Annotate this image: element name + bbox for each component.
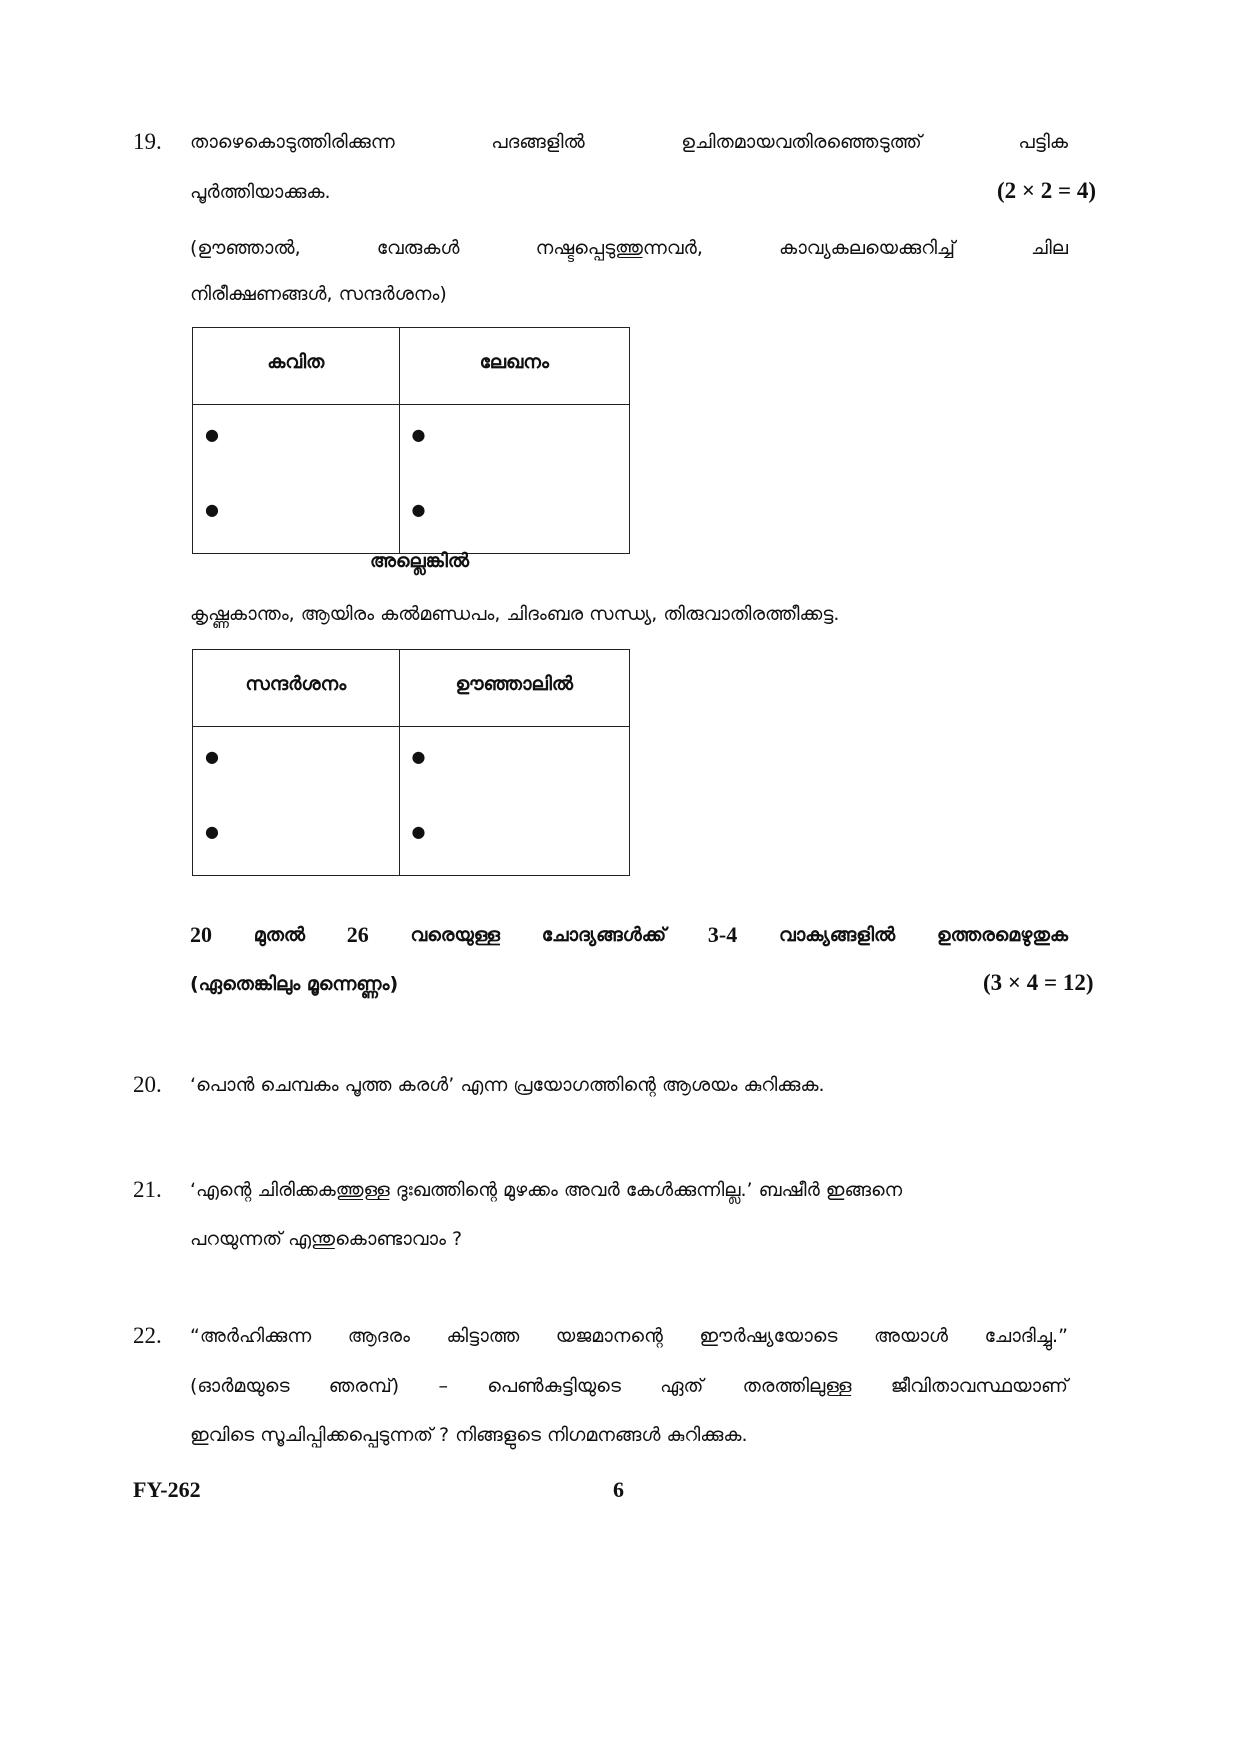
table1-header-lekhanam: ലേഖനം xyxy=(399,328,629,405)
table1-cell-right xyxy=(399,405,629,554)
bullet-icon: ● xyxy=(205,822,219,841)
q19-option-word: വേരുകൾ xyxy=(376,237,460,259)
q22-word: തരത്തിലുള്ള xyxy=(742,1375,852,1397)
q19-option-word: ചില xyxy=(1031,237,1068,259)
answer-table-2 xyxy=(192,649,630,876)
question-number-21: 21. xyxy=(133,1177,162,1202)
table2-cell-left xyxy=(193,727,400,876)
q22-word: ഈർഷ്യയോടെ xyxy=(699,1325,838,1347)
q22-word: പെൺകുട്ടിയുടെ xyxy=(487,1375,621,1397)
section-word: ഉത്തരമെഴുതുക xyxy=(936,924,1068,946)
bullet-icon: ● xyxy=(205,500,219,519)
bullet-icon: ● xyxy=(205,747,219,766)
section-word: 20 xyxy=(190,922,212,947)
section-word: 26 xyxy=(346,922,369,947)
section-instruction-line1 xyxy=(190,921,1068,949)
q22-word: യജമാനന്റെ xyxy=(555,1325,663,1347)
section-word: വാക്യങ്ങളിൽ xyxy=(778,924,896,946)
q19-option-word: (ഊഞ്ഞാൽ, xyxy=(190,237,301,259)
q22-word: ജീവിതാവസ്ഥയാണ് xyxy=(890,1375,1068,1397)
q22-word: – xyxy=(438,1375,448,1397)
q22-line2 xyxy=(190,1372,1068,1400)
answer-table-1 xyxy=(192,327,630,554)
section-word: 3-4 xyxy=(707,922,738,947)
q19-alt-options: കൃഷ്ണകാന്തം, ആയിരം കൽമണ്ഡപം, ചിദംബര സന്ധ്യ, തിരുവാതിരത്തീക്കട്ട. xyxy=(190,603,840,625)
q22-word: (ഓർമയുടെ xyxy=(190,1375,290,1397)
q22-line3: ഇവിടെ സൂചിപ്പിക്കപ്പെടുന്നത് ? നിങ്ങളുടെ നിഗമനങ്ങൾ കുറിക്കുക. xyxy=(190,1424,748,1446)
or-label: അല്ലെങ്കിൽ xyxy=(370,550,470,572)
q21-line2: പറയുന്നത് എന്തുകൊണ്ടാവാം ? xyxy=(190,1228,463,1250)
section-word: മുതൽ xyxy=(253,924,305,946)
q19-word: പദങ്ങളിൽ xyxy=(491,131,585,153)
table1-cell-left xyxy=(193,405,400,554)
page-number: 6 xyxy=(613,1477,624,1502)
q20-text: ‘പൊൻ ചെമ്പകം പൂത്ത കരൾ’ എന്ന പ്രയോഗത്തിന്റെ ആശയം കുറിക്കുക. xyxy=(190,1074,825,1096)
section-instruction-line2: (ഏതെങ്കിലും മൂന്നെണ്ണം) xyxy=(190,973,399,995)
bullet-icon: ● xyxy=(411,747,426,766)
q22-word: ഞരമ്പ്) xyxy=(328,1375,400,1397)
q19-options-line1 xyxy=(190,234,1068,262)
q19-option-word: കാവ്യകലയെക്കുറിച്ച് xyxy=(779,237,955,259)
q19-word: താഴെകൊടുത്തിരിക്കുന്ന xyxy=(190,131,395,153)
table2-header-oonjalil: ഊഞ്ഞാലിൽ xyxy=(399,650,629,727)
bullet-icon: ● xyxy=(411,822,426,841)
q19-line1 xyxy=(190,128,1068,156)
section-word: വരെയുള്ള xyxy=(410,924,501,946)
section-marks: (3 × 4 = 12) xyxy=(983,970,1094,995)
question-number-20: 20. xyxy=(133,1072,162,1097)
section-word: ചോദ്യങ്ങൾക്ക് xyxy=(541,924,667,946)
bullet-icon: ● xyxy=(411,500,426,519)
q19-word: ഉചിതമായവതിരഞ്ഞെടുത്ത് xyxy=(681,131,922,153)
q19-option-word: നഷ്ടപ്പെടുത്തുന്നവർ, xyxy=(535,237,703,259)
table1-header-kavitha: കവിത xyxy=(193,328,400,405)
q21-line1: ‘എന്റെ ചിരിക്കകത്തുള്ള ദുഃഖത്തിന്റെ മുഴക്കം അവർ കേൾക്കുന്നില്ല.’ ബഷീർ ഇങ്ങനെ xyxy=(190,1179,903,1201)
table2-cell-right xyxy=(399,727,629,876)
paper-code: FY-262 xyxy=(133,1477,201,1502)
q22-word: ചോദിച്ചു.” xyxy=(984,1325,1068,1347)
q22-word: അയാൾ xyxy=(873,1325,948,1347)
question-number-19: 19. xyxy=(133,129,162,154)
q19-marks: (2 × 2 = 4) xyxy=(997,178,1097,203)
table2-header-sandarshanam: സന്ദർശനം xyxy=(193,650,400,727)
q22-word: ആദരം xyxy=(347,1325,410,1347)
q22-line1 xyxy=(190,1322,1068,1350)
q19-options-line2: നിരീക്ഷണങ്ങൾ, സന്ദർശനം) xyxy=(190,283,447,305)
q19-line2: പൂർത്തിയാക്കുക. xyxy=(190,181,331,203)
q22-word: കിട്ടാത്ത xyxy=(446,1325,520,1347)
bullet-icon: ● xyxy=(411,425,426,444)
q22-word: ഏത് xyxy=(660,1375,704,1397)
q19-word: പട്ടിക xyxy=(1018,131,1068,153)
q22-word: “അർഹിക്കുന്ന xyxy=(190,1325,312,1347)
bullet-icon: ● xyxy=(205,425,219,444)
question-number-22: 22. xyxy=(133,1323,162,1348)
